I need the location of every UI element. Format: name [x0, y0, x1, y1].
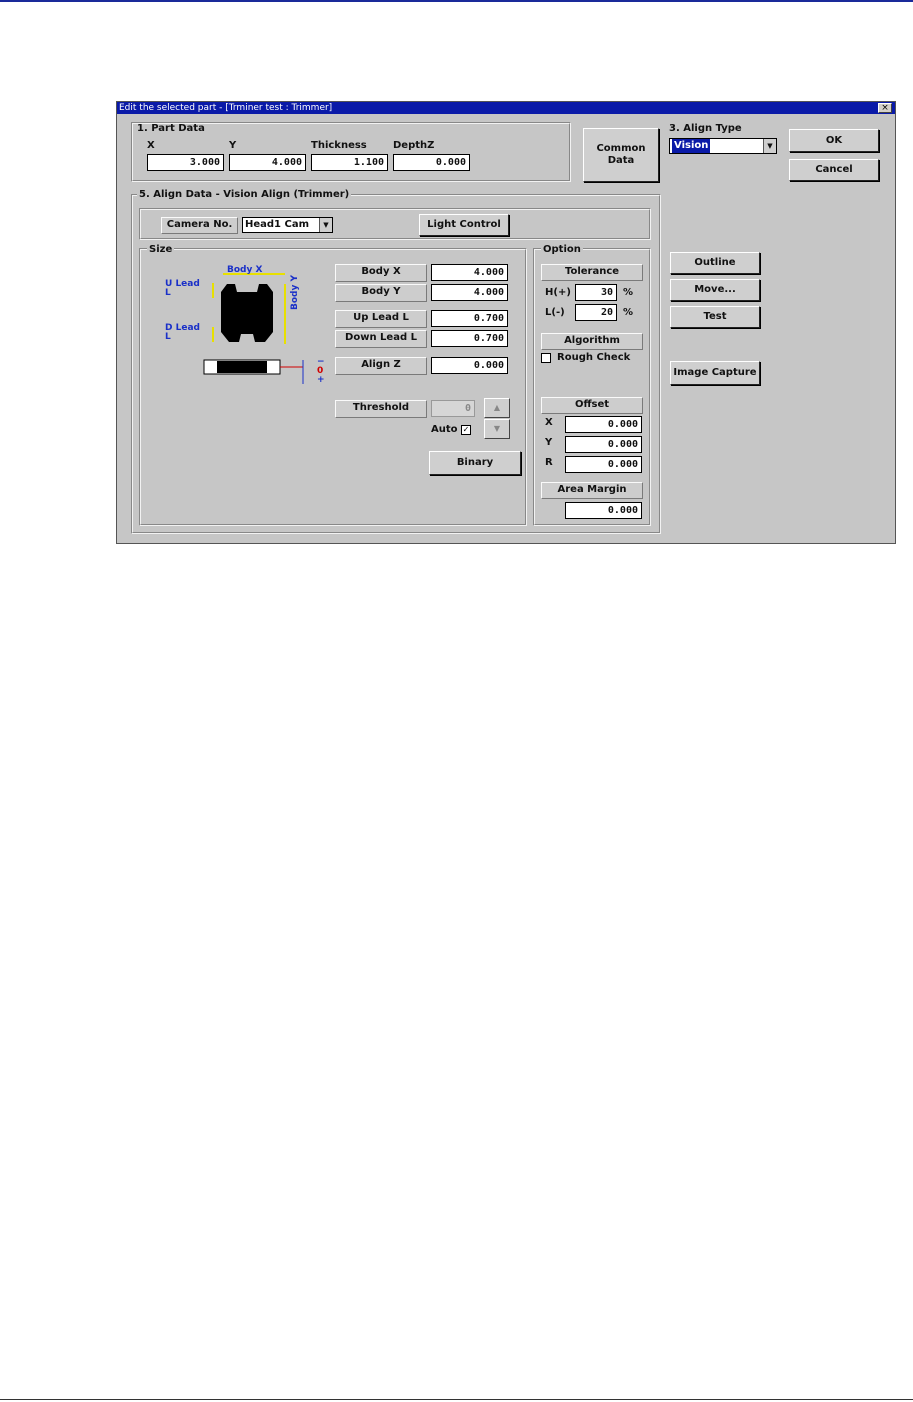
thickness-label: Thickness	[311, 140, 367, 151]
l-minus-unit: %	[623, 307, 634, 318]
side-view-diagram	[203, 358, 323, 388]
page-top-rule	[0, 0, 913, 2]
diagram-body-x-label: Body X	[227, 265, 263, 275]
cancel-button[interactable]: Cancel	[789, 159, 879, 181]
common-data-label-1: Common	[596, 143, 646, 154]
checkmark-icon: ✓	[462, 425, 470, 434]
camera-no-label: Camera No.	[161, 217, 238, 234]
binary-button[interactable]: Binary	[429, 451, 521, 475]
h-plus-field[interactable]: 30	[575, 284, 617, 301]
h-plus-label: H(+)	[545, 287, 571, 298]
area-margin-field[interactable]: 0.000	[565, 502, 642, 519]
x-field[interactable]: 3.000	[147, 154, 224, 171]
h-plus-unit: %	[623, 287, 634, 298]
down-lead-label: Down Lead L	[335, 330, 427, 348]
offset-y-label: Y	[545, 437, 553, 448]
offset-label: Offset	[541, 397, 643, 414]
threshold-field[interactable]: 0	[431, 400, 475, 417]
rough-check-checkbox[interactable]	[541, 353, 551, 363]
thickness-field[interactable]: 1.100	[311, 154, 388, 171]
align-z-plus-label: +	[317, 375, 325, 385]
camera-value: Head1 Cam	[245, 219, 310, 230]
down-lead-field[interactable]: 0.700	[431, 330, 508, 347]
part-data-heading: 1. Part Data	[137, 123, 205, 134]
edit-part-dialog	[116, 101, 896, 544]
offset-r-label: R	[545, 457, 553, 468]
page-bottom-rule	[0, 1399, 913, 1400]
y-label: Y	[229, 140, 237, 151]
diagram-body-y-label: Body Y	[290, 274, 300, 310]
body-y-label: Body Y	[335, 284, 427, 302]
l-minus-field[interactable]: 20	[575, 304, 617, 321]
close-icon: ×	[881, 103, 889, 113]
outline-button[interactable]: Outline	[670, 252, 760, 274]
algorithm-label: Algorithm	[541, 333, 643, 350]
body-y-field[interactable]: 4.000	[431, 284, 508, 301]
align-data-heading: 5. Align Data - Vision Align (Trimmer)	[139, 189, 350, 200]
chevron-down-icon: ▼	[319, 218, 332, 232]
threshold-down-button[interactable]	[484, 419, 510, 439]
image-capture-button[interactable]: Image Capture	[670, 361, 760, 385]
light-control-button[interactable]: Light Control	[419, 214, 509, 236]
diagram-d-lead-label-2: L	[165, 332, 171, 342]
component-body-shape	[221, 284, 273, 342]
camera-select[interactable]	[242, 217, 333, 233]
close-button[interactable]	[878, 103, 892, 113]
align-type-heading: 3. Align Type	[669, 123, 742, 134]
area-margin-label: Area Margin	[541, 482, 643, 499]
move-button[interactable]: Move...	[670, 279, 760, 301]
align-z-field[interactable]: 0.000	[431, 357, 508, 374]
size-heading: Size	[149, 244, 173, 255]
diagram-u-lead-label: U Lead	[165, 279, 200, 289]
depthz-field[interactable]: 0.000	[393, 154, 470, 171]
align-z-minus-label: −	[317, 357, 325, 367]
option-heading: Option	[543, 244, 581, 255]
offset-x-label: X	[545, 417, 553, 428]
align-type-select[interactable]	[669, 138, 777, 154]
arrow-up-icon: ▲	[493, 403, 501, 412]
auto-checkbox[interactable]	[461, 425, 471, 435]
offset-r-field[interactable]: 0.000	[565, 456, 642, 473]
align-z-zero-label: 0	[317, 366, 324, 376]
up-lead-label: Up Lead L	[335, 310, 427, 328]
threshold-up-button[interactable]	[484, 398, 510, 418]
chevron-down-icon: ▼	[763, 139, 776, 153]
l-minus-label: L(-)	[545, 307, 565, 318]
common-data-label-2: Data	[607, 155, 635, 166]
body-x-field[interactable]: 4.000	[431, 264, 508, 281]
common-data-button[interactable]	[583, 128, 659, 182]
align-z-label: Align Z	[335, 357, 427, 375]
y-field[interactable]: 4.000	[229, 154, 306, 171]
rough-check-label: Rough Check	[557, 352, 631, 363]
depthz-label: DepthZ	[393, 140, 435, 151]
up-lead-field[interactable]: 0.700	[431, 310, 508, 327]
offset-x-field[interactable]: 0.000	[565, 416, 642, 433]
arrow-down-icon: ▼	[493, 424, 501, 433]
auto-label: Auto	[431, 424, 458, 435]
threshold-label: Threshold	[335, 400, 427, 418]
offset-y-field[interactable]: 0.000	[565, 436, 642, 453]
x-label: X	[147, 140, 155, 151]
tolerance-label: Tolerance	[541, 264, 643, 281]
title-bar	[117, 102, 895, 114]
align-type-value: Vision	[674, 140, 709, 151]
test-button[interactable]: Test	[670, 306, 760, 328]
ok-button[interactable]: OK	[789, 129, 879, 152]
window-title: Edit the selected part - [Trminer test : Trimmer]	[119, 103, 333, 113]
diagram-u-lead-label-2: L	[165, 288, 171, 298]
diagram-d-lead-label: D Lead	[165, 323, 200, 333]
body-x-label: Body X	[335, 264, 427, 282]
